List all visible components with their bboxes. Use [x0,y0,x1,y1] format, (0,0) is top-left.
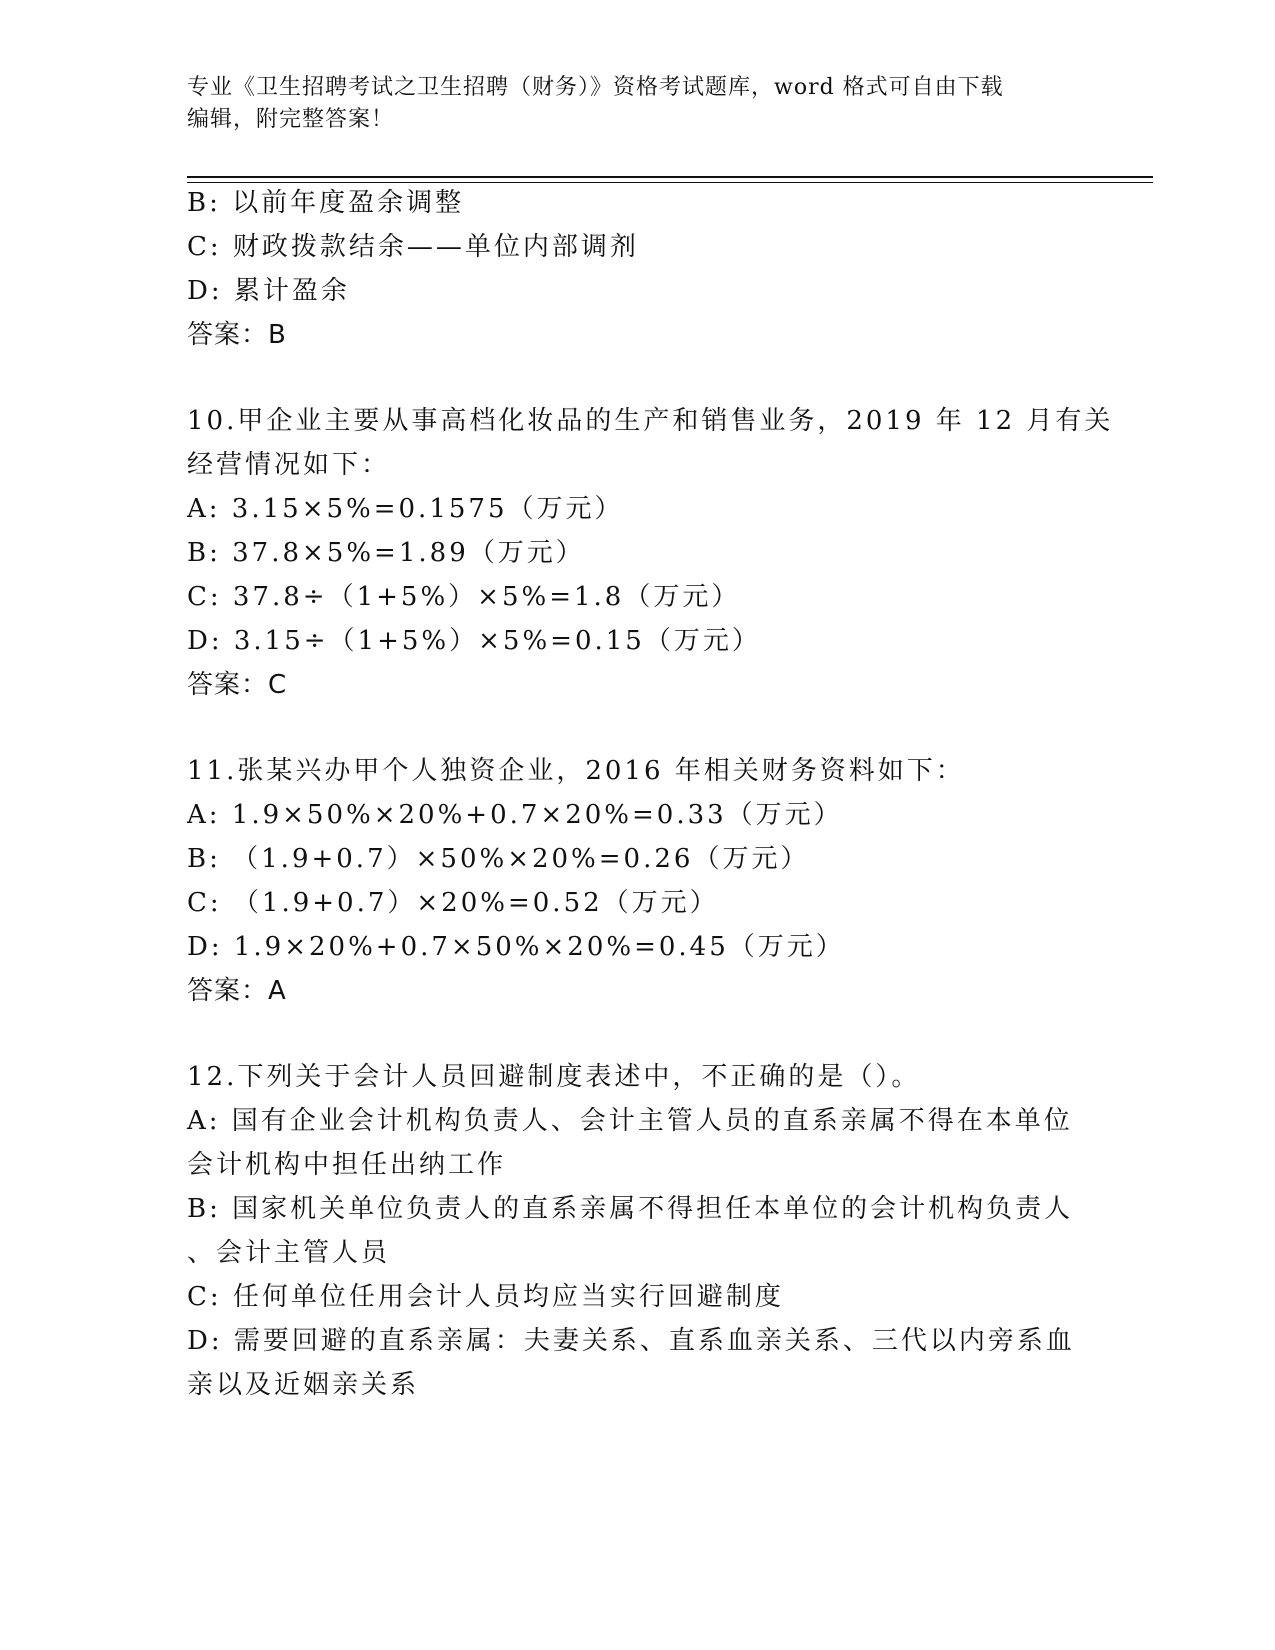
q10-option-c: C: 37.8÷（1+5%）×5%=1.8（万元） [187,582,741,612]
q11-stem-line-1: 11.张某兴办甲个人独资企业，2016 年相关财务资料如下： [187,756,965,786]
q9-option-b: B: 以前年度盈余调整 [187,188,465,218]
q10-answer: 答案：C [187,670,288,700]
header-divider-thin [187,182,1153,183]
q11-option-b: B: （1.9+0.7）×50%×20%=0.26（万元） [187,844,810,874]
q12-stem-line-1: 12.下列关于会计人员回避制度表述中，不正确的是（）。 [187,1062,921,1092]
q12-option-d-line-1: D: 需要回避的直系亲属：夫妻关系、直系血亲关系、三代以内旁系血 [187,1326,1075,1356]
q9-option-c: C: 财政拨款结余——单位内部调剂 [187,232,639,262]
header-line-1: 专业《卫生招聘考试之卫生招聘（财务）》资格考试题库，word 格式可自由下载 [187,75,1004,100]
q11-option-c: C: （1.9+0.7）×20%=0.52（万元） [187,888,719,918]
q12-option-a-line-2: 会计机构中担任出纳工作 [187,1150,507,1180]
q11-answer: 答案：A [187,976,287,1006]
q12-option-a-line-1: A: 国有企业会计机构负责人、会计主管人员的直系亲属不得在本单位 [187,1106,1073,1136]
q9-answer: 答案：B [187,320,287,350]
q9-option-d: D: 累计盈余 [187,276,350,306]
document-header [187,72,1067,136]
header-divider-thick [187,176,1153,178]
q12-option-d-line-2: 亲以及近姻亲关系 [187,1370,420,1400]
q10-stem-line-2: 经营情况如下： [187,450,391,480]
header-line-2: 编辑，附完整答案！ [187,107,395,132]
q12-option-b-line-1: B: 国家机关单位负责人的直系亲属不得担任本单位的会计机构负责人 [187,1194,1074,1224]
q10-option-a: A: 3.15×5%=0.1575（万元） [187,494,624,524]
q10-option-d: D: 3.15÷（1+5%）×5%=0.15（万元） [187,626,761,656]
q12-option-b-line-2: 、会计主管人员 [187,1238,391,1268]
q11-option-d: D: 1.9×20%+0.7×50%×20%=0.45（万元） [187,932,845,962]
q10-stem-line-1: 10.甲企业主要从事高档化妆品的生产和销售业务，2019 年 12 月有关 [187,406,1114,436]
q12-option-c: C: 任何单位任用会计人员均应当实行回避制度 [187,1282,784,1312]
q10-option-b: B: 37.8×5%=1.89（万元） [187,538,585,568]
q11-option-a: A: 1.9×50%×20%+0.7×20%=0.33（万元） [187,800,843,830]
